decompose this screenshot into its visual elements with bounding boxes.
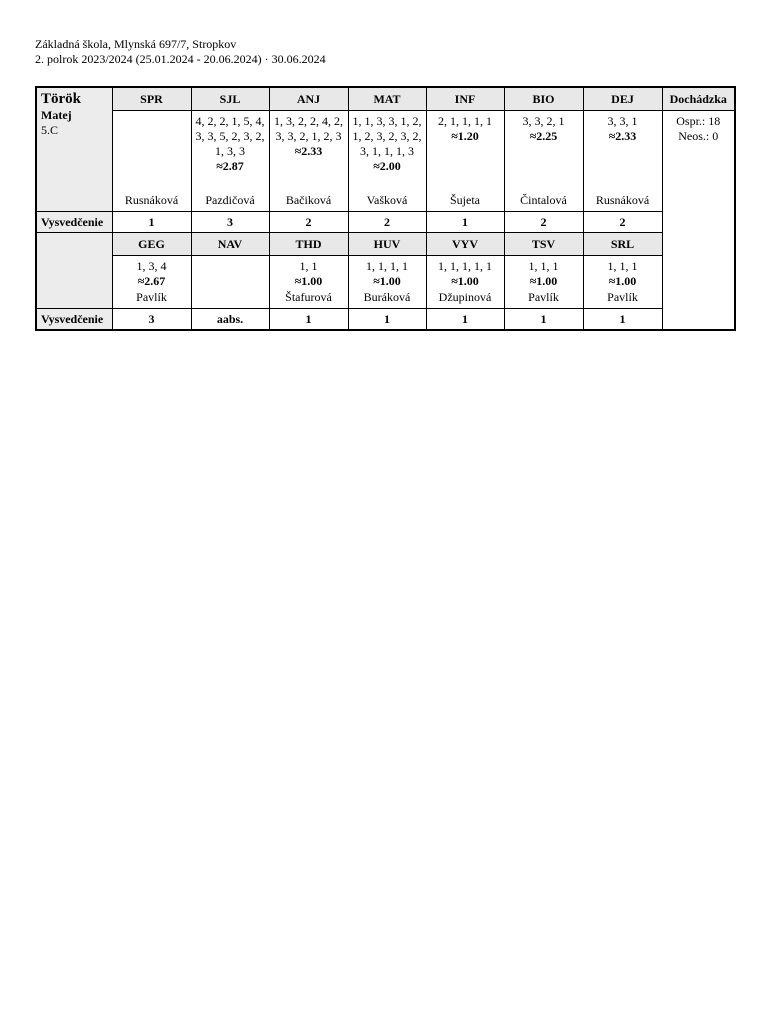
subject-header: ANJ <box>269 87 348 111</box>
grade-cell <box>348 111 426 212</box>
marks <box>113 111 191 114</box>
marks: 3, 3, 1 <box>607 114 638 128</box>
subject-header: THD <box>269 233 348 256</box>
average: ≈2.33 <box>608 129 637 143</box>
attendance-excused: Ospr.: 18 <box>676 114 721 128</box>
marks <box>192 256 269 259</box>
grade-cell <box>348 256 426 309</box>
subject-header: SPR <box>112 87 191 111</box>
subject-header: HUV <box>348 233 426 256</box>
grade-cell <box>112 256 191 309</box>
grade-cell <box>426 256 504 309</box>
average: ≈1.00 <box>529 274 558 288</box>
grade-cell <box>504 256 583 309</box>
marks: 1, 3, 2, 2, 4, 2, 3, 3, 2, 1, 2, 3 <box>274 114 343 143</box>
teacher-name: Vašková <box>366 193 408 207</box>
report-header <box>35 37 326 67</box>
final-grade: 2 <box>504 212 583 233</box>
final-grade: 2 <box>348 212 426 233</box>
grade-cell <box>269 256 348 309</box>
average: ≈1.20 <box>451 129 479 143</box>
subject-header: VYV <box>426 233 504 256</box>
final-grade: 1 <box>112 212 191 233</box>
final-grade: 2 <box>269 212 348 233</box>
attendance-unexcused: Neos.: 0 <box>678 129 719 143</box>
final-grade: 3 <box>191 212 269 233</box>
subject-header: INF <box>426 87 504 111</box>
average: ≈1.00 <box>451 274 479 288</box>
teacher-name: Bačiková <box>285 193 332 207</box>
final-row-1 <box>36 212 735 233</box>
marks: 1, 1, 1 <box>607 259 638 273</box>
subject-header: DEJ <box>583 87 662 111</box>
marks: 2, 1, 1, 1, 1 <box>438 114 492 128</box>
student-info-continued <box>36 233 112 309</box>
grades-row-1 <box>36 111 735 212</box>
attendance-cell <box>662 111 735 331</box>
subject-header: MAT <box>348 87 426 111</box>
teacher-name: Čintalová <box>520 193 567 207</box>
grade-cell <box>191 256 269 309</box>
teacher-name: Pavlík <box>136 290 167 304</box>
student-class: 5.C <box>41 123 59 137</box>
grade-cell <box>191 111 269 212</box>
grade-cell <box>583 256 662 309</box>
average: ≈1.00 <box>294 274 323 288</box>
final-grade: 1 <box>426 212 504 233</box>
marks: 3, 3, 2, 1 <box>522 114 565 128</box>
subject-header-row-2 <box>36 233 735 256</box>
marks: 4, 2, 2, 1, 5, 4, 3, 3, 5, 2, 3, 2, 1, 3, 3 <box>195 114 265 158</box>
marks: 1, 1, 3, 3, 1, 2, 1, 2, 3, 2, 3, 2, 3, 1, 1, 1, 3 <box>352 114 422 158</box>
subject-header: NAV <box>191 233 269 256</box>
marks: 1, 1, 1, 1 <box>366 259 408 273</box>
final-grade: 3 <box>112 309 191 331</box>
average: ≈1.00 <box>373 274 401 288</box>
grade-cell <box>112 111 191 212</box>
teacher-name: Rusnáková <box>595 193 650 207</box>
teacher-name: Šujeta <box>450 193 480 207</box>
report-label: Vysvedčenie <box>36 212 112 233</box>
marks: 1, 1, 1, 1, 1 <box>438 259 492 273</box>
final-grade: 1 <box>426 309 504 331</box>
teacher-name: Pavlík <box>607 290 638 304</box>
final-grade: aabs. <box>191 309 269 331</box>
report-label: Vysvedčenie <box>36 309 112 331</box>
average: ≈1.00 <box>608 274 637 288</box>
subject-header: SJL <box>191 87 269 111</box>
final-grade: 1 <box>348 309 426 331</box>
student-firstname: Matej <box>41 108 72 122</box>
teacher-name: Pavlík <box>528 290 559 304</box>
teacher-name: Štafurová <box>285 290 332 304</box>
subject-header: SRL <box>583 233 662 256</box>
average: ≈2.87 <box>216 159 244 173</box>
final-grade: 2 <box>583 212 662 233</box>
school-name: Základná škola, Mlynská 697/7, Stropkov <box>35 37 237 51</box>
final-row-2 <box>36 309 735 331</box>
marks: 1, 1, 1 <box>528 259 559 273</box>
teacher-name: Rusnáková <box>124 193 179 207</box>
grade-table <box>35 86 736 331</box>
teacher-name: Džupinová <box>438 290 492 304</box>
marks: 1, 1 <box>299 259 318 273</box>
subject-header: BIO <box>504 87 583 111</box>
average: ≈2.33 <box>294 144 323 158</box>
average: ≈2.67 <box>137 274 166 288</box>
teacher-name: Buráková <box>363 290 411 304</box>
student-surname: Török <box>41 91 82 107</box>
average: ≈2.25 <box>529 129 558 143</box>
attendance-header: Dochádzka <box>662 87 735 111</box>
student-info <box>36 87 112 212</box>
period-line: 2. polrok 2023/2024 (25.01.2024 - 20.06.2024) · 30.06.2024 <box>35 52 326 66</box>
grade-cell <box>504 111 583 212</box>
final-grade: 1 <box>583 309 662 331</box>
grade-cell <box>426 111 504 212</box>
teacher-name: Pazdičová <box>205 193 255 207</box>
grade-cell <box>269 111 348 212</box>
grade-cell <box>583 111 662 212</box>
final-grade: 1 <box>269 309 348 331</box>
average: ≈2.00 <box>373 159 401 173</box>
marks: 1, 3, 4 <box>136 259 167 273</box>
subject-header: GEG <box>112 233 191 256</box>
grades-row-2 <box>36 256 735 309</box>
subject-header-row-1 <box>36 87 735 111</box>
final-grade: 1 <box>504 309 583 331</box>
subject-header: TSV <box>504 233 583 256</box>
